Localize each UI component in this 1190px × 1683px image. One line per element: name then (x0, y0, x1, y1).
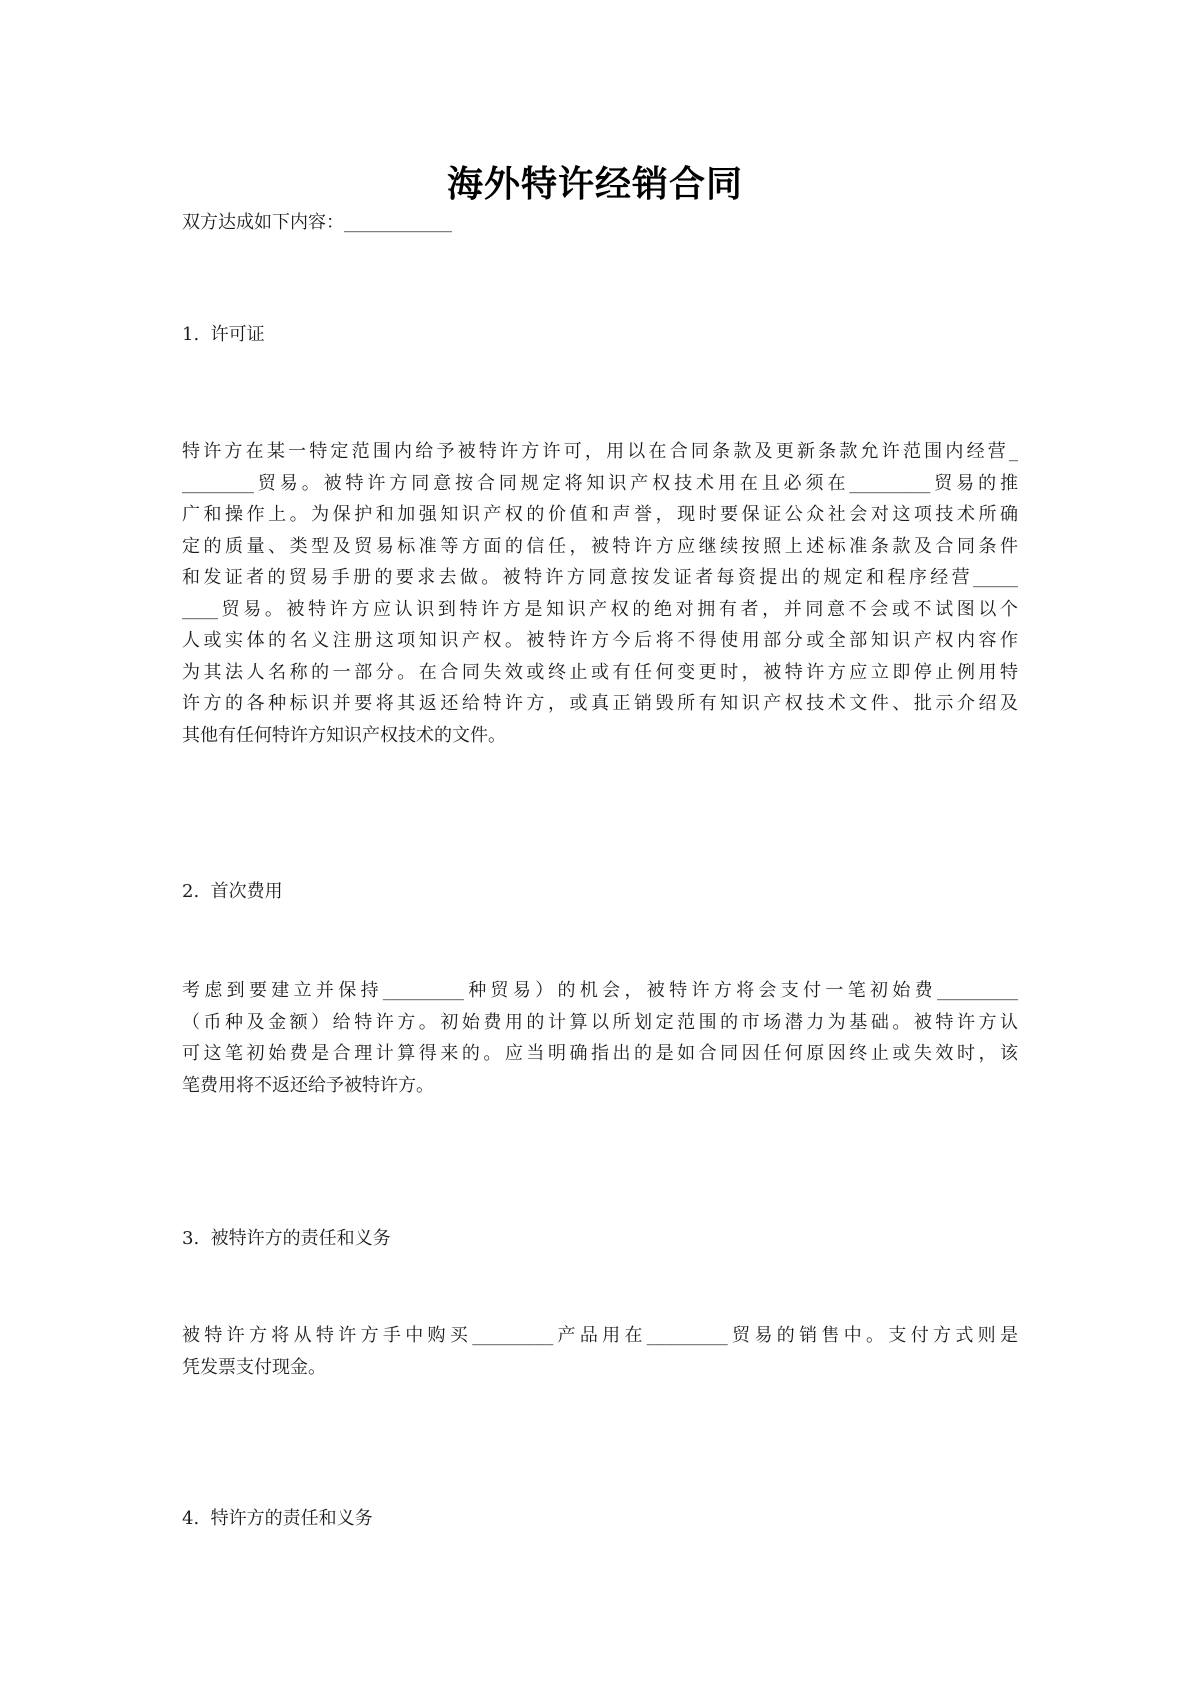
paragraph-line: 为其法人名称的一部分。在合同失效或终止或有任何变更时，被特许方应立即停止例用特 (182, 661, 1018, 683)
document-title: 海外特许经销合同 (446, 164, 743, 205)
paragraph-line: 凭发票支付现金。 (182, 1356, 326, 1378)
paragraph-line: 被特许方将从特许方手中购买_________产品用在_________贸易的销售中。支付方式则是 (182, 1325, 1018, 1346)
section-title: 被特许方的责任和义务 (210, 1228, 391, 1249)
section-number: 2. (182, 881, 200, 902)
section-number: 4. (182, 1508, 200, 1529)
paragraph-line: 许方的各种标识并要将其返还给特许方，或真正销毁所有知识产权技术文件、批示介绍及 (182, 693, 1018, 714)
intro-blank: ____________ (344, 212, 452, 233)
section-2-heading (182, 878, 283, 906)
section-title: 特许方的责任和义务 (210, 1508, 373, 1529)
paragraph-line: 和发证者的贸易手册的要求去做。被特许方同意按发证者每资提出的规定和程序经营_____ (182, 567, 1018, 588)
section-number: 1. (182, 324, 200, 345)
section-4-heading (182, 1505, 373, 1533)
paragraph-line: 人或实体的名义注册这项知识产权。被特许方今后将不得使用部分或全部知识产权内容作 (182, 630, 1018, 651)
paragraph-line: 定的质量、类型及贸易标准等方面的信任，被特许方应继续按照上述标准条款及合同条件 (182, 535, 1018, 557)
paragraph-line: ________贸易。被特许方同意按合同规定将知识产权技术用在且必须在_________贸易的推 (182, 472, 1018, 494)
paragraph-line: 笔费用将不返还给予被特许方。 (182, 1074, 434, 1096)
intro-text: 双方达成如下内容： (182, 212, 344, 233)
section-1-heading (182, 321, 265, 349)
paragraph-line: 特许方在某一特定范围内给予被特许方许可，用以在合同条款及更新条款允许范围内经营_ (182, 441, 1018, 462)
section-2-paragraph (182, 975, 1022, 1101)
section-title: 许可证 (210, 324, 265, 345)
section-number: 3. (182, 1228, 200, 1249)
paragraph-line: （币种及金额）给特许方。初始费用的计算以所划定范围的市场潜力为基础。被特许方认 (182, 1011, 1018, 1033)
section-3-paragraph (182, 1320, 1022, 1383)
paragraph-line: ____贸易。被特许方应认识到特许方是知识产权的绝对拥有者，并同意不会或不试图以个 (182, 598, 1018, 620)
paragraph-line: 广和操作上。为保护和加强知识产权的价值和声誉，现时要保证公众社会对这项技术所确 (182, 504, 1018, 525)
paragraph-line: 考虑到要建立并保持_________种贸易）的机会，被特许方将会支付一笔初始费_________ (182, 980, 1018, 1001)
section-1-paragraph (182, 436, 1022, 751)
paragraph-line: 可这笔初始费是合理计算得来的。应当明确指出的是如合同因任何原因终止或失效时，该 (182, 1043, 1018, 1064)
section-title: 首次费用 (210, 881, 283, 902)
section-3-heading (182, 1225, 391, 1253)
intro-line (182, 207, 1022, 239)
paragraph-line: 其他有任何特许方知识产权技术的文件。 (182, 724, 506, 746)
